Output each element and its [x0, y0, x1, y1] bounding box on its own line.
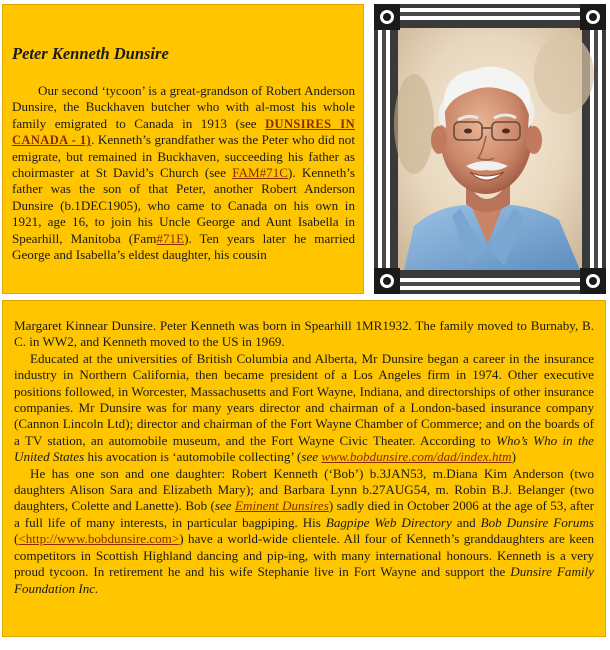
- portrait-frame: [374, 4, 606, 294]
- bobdunsire-site-link[interactable]: <http://www.bobdunsire.com>: [18, 531, 180, 547]
- intro-text-d: ). Ten years later he married George and Isabella’s eldest daughter, his cousin: [12, 230, 355, 263]
- bio-text-a: Margaret Kinnear Dunsire. Peter Kenneth was born in Spearhill 1MR1932. The family moved to Burnaby, B. C. in WW2, and Kenneth moved to the US in 1969.: [14, 318, 594, 350]
- portrait-photo: [394, 28, 594, 270]
- intro-text-b: . Kenneth’s grandfather was the Peter who did not emigrate, but remained in Buckhaven, succeeding his father as choirmaster at St David’s Church (see: [12, 132, 355, 181]
- fam71e-link[interactable]: #71E: [156, 230, 185, 246]
- forums-title: Bob Dunsire Forums: [480, 514, 595, 530]
- biography-paragraph: [14, 318, 594, 597]
- dunsires-in-canada-link[interactable]: DUNSIRES IN CANADA - 1): [12, 116, 355, 148]
- bio-text-c5: ) have a world-wide clientele. All four of Kenneth’s granddaughters are keen competitors in Scottish Highland dancing and pip-ing, with many international honours. Kenneth is a very proud tycoon. In retirement he and his wife Stephanie live in Fort Wayne and support the: [14, 531, 594, 580]
- intro-paragraph: [12, 83, 355, 263]
- bio-see-b: see: [301, 449, 319, 465]
- bio-text-b2: his avocation is ‘automobile collecting’ (: [84, 449, 302, 465]
- fam71c-link[interactable]: FAM#71C: [232, 165, 288, 181]
- foundation-name: Dunsire Family Foundation Inc.: [14, 564, 594, 596]
- bio-see-c: see: [214, 498, 232, 514]
- intro-text-a: Our second ‘tycoon’ is a great-grandson of Robert Anderson Dunsire, the Buckhaven butcher who with al-most his whole family emigrated to Canada in 1913 (see: [12, 83, 355, 131]
- bio-text-c1: He has one son and one daughter: Robert Kenneth (‘Bob’) b.3JAN53, m.Diana Kim Anderson (two daughters Alison Sara and Elizabeth Mary); and Barbara Lynn b.27AUG54, m. Robin B.J. Belanger (two daughters, Colette and Lanette). Bob (: [14, 465, 594, 514]
- bio-text-c3: and: [451, 514, 481, 530]
- bio-text-c4: (: [14, 531, 19, 547]
- bio-family-paragraph: [14, 466, 594, 597]
- bio-text-b3: ): [511, 449, 516, 465]
- page-title: Peter Kenneth Dunsire: [12, 44, 169, 63]
- eminent-dunsires-link[interactable]: Eminent Dunsires: [235, 498, 329, 514]
- whos-who-title: Who’s Who in the United States: [14, 432, 594, 465]
- bobdunsire-dad-link[interactable]: www.bobdunsire.com/dad/index.htm: [321, 449, 512, 465]
- intro-text-c: ). Kenneth’s father was the son of that Peter, another Robert Anderson Dunsire (b.1DEC1905), who came to Canada on his own in 1921, age 16, to join his Uncle George and Aunt Isabella in Spearhill, Manitoba (Fam: [12, 165, 355, 246]
- bagpipe-directory-title: Bagpipe Web Directory: [325, 514, 452, 530]
- bio-text-b1: Educated at the universities of British Columbia and Alberta, Mr Dunsire began a career in the insurance industry in Northern California, then became president of a Los Angeles firm in 1974. Other executive positions followed, in Worcester, Massachusetts and Fort Wayne, Indiana, and directorships of other insurance companies. Mr Dunsire was for many years director and chairman of a London-based insurance company (Cannon Lincoln Ltd); director and chairman of the Fort Wayne Chamber of Commerce; and on the boards of a TV station, an automobile museum, and the Fort Wayne Civic Theater. According to: [14, 350, 594, 448]
- bio-career-paragraph: [14, 351, 594, 466]
- bio-text-c2: ) sadly died in October 2006 at the age of 53, after a full life of many interests, in particular bagpiping. His: [14, 498, 594, 530]
